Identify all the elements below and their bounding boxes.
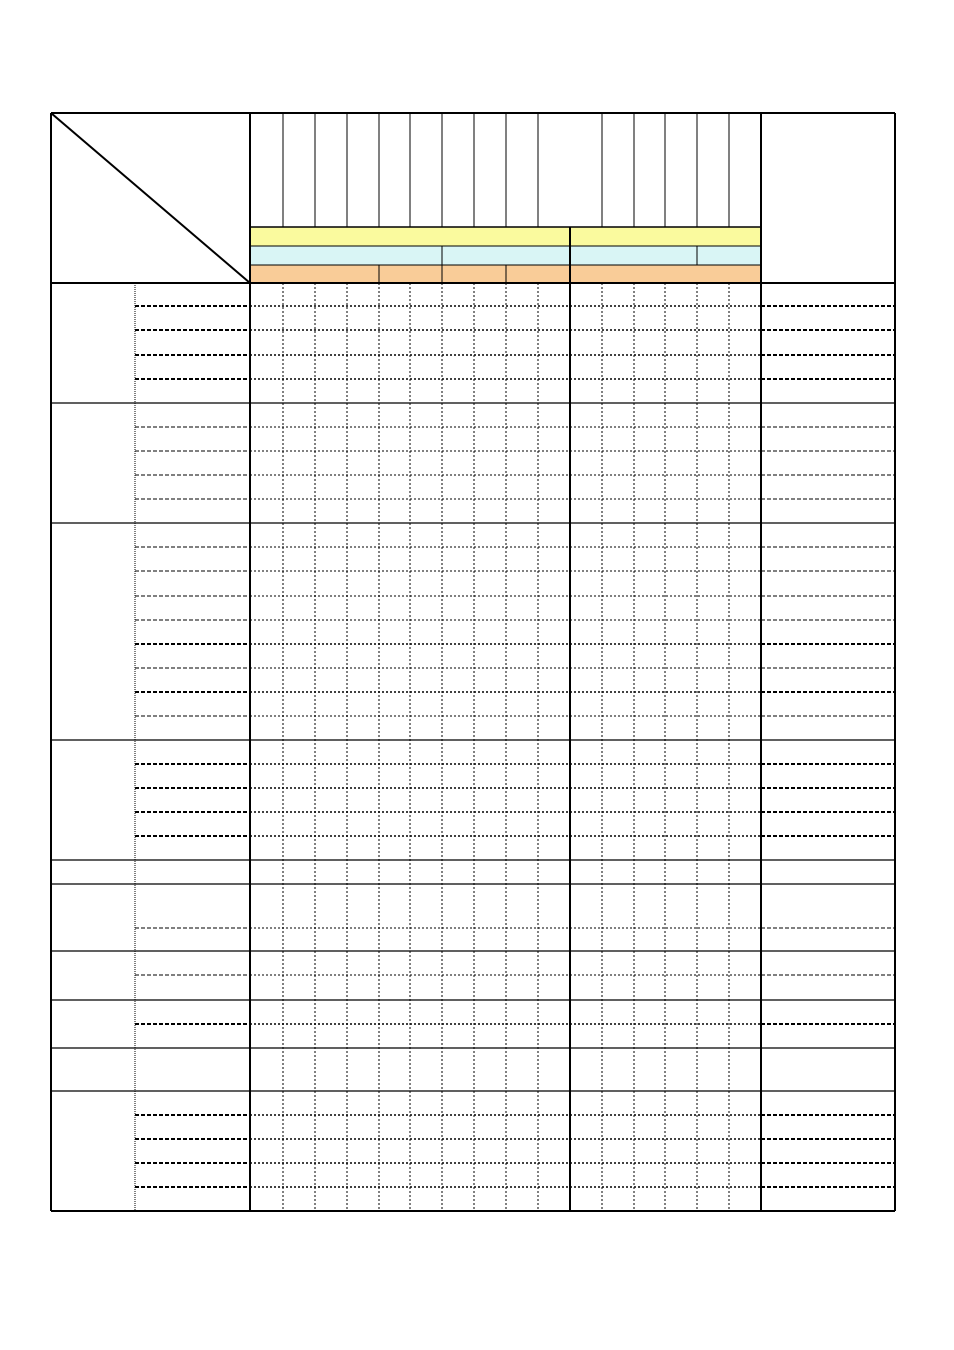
band-row-1 xyxy=(251,227,760,246)
corner-diagonal xyxy=(51,113,250,283)
band-row-2 xyxy=(251,246,760,265)
